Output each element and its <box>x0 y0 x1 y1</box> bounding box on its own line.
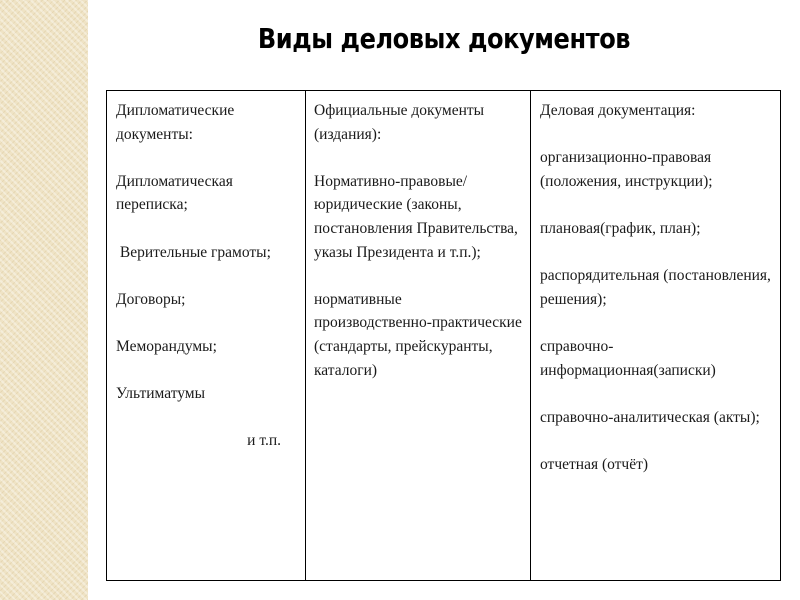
official-documents-cell <box>306 91 531 581</box>
list-item: распорядительная (постановления, решения); <box>540 267 775 308</box>
diplomatic-documents-cell <box>107 91 306 581</box>
decorative-stripe <box>0 0 88 600</box>
list-item: плановая(график, план); <box>540 219 701 237</box>
business-documentation-cell <box>531 91 781 581</box>
list-item: отчетная (отчёт) <box>540 455 649 473</box>
list-item: Ультиматумы <box>116 385 206 403</box>
list-item: Нормативно-правовые/юридические (законы, постановления Правительства, указы Президента и т.п.); <box>314 172 522 261</box>
column-heading: Официальные документы (издания): <box>314 102 488 143</box>
list-item: Верительные грамоты; <box>116 243 271 261</box>
list-item: Договоры; <box>116 290 186 308</box>
document-types-table <box>106 90 781 581</box>
list-item: Дипломатическая переписка; <box>116 172 237 214</box>
column-heading: Деловая документация: <box>540 102 696 119</box>
list-item: нормативные производственно-практические (стандарты, прейскуранты, каталоги) <box>314 290 526 379</box>
page-title: Виды деловых документов <box>257 22 631 55</box>
list-item: справочно-информационная(записки) <box>540 337 716 379</box>
table-row <box>107 91 781 581</box>
list-item: организационно-правовая (положения, инструкции); <box>540 149 716 190</box>
column-heading: Дипломатические документы: <box>116 102 239 143</box>
list-item: справочно-аналитическая (акты); <box>540 408 760 426</box>
list-item: Меморандумы; <box>116 337 217 355</box>
etc-note: и т.п. <box>247 432 281 450</box>
